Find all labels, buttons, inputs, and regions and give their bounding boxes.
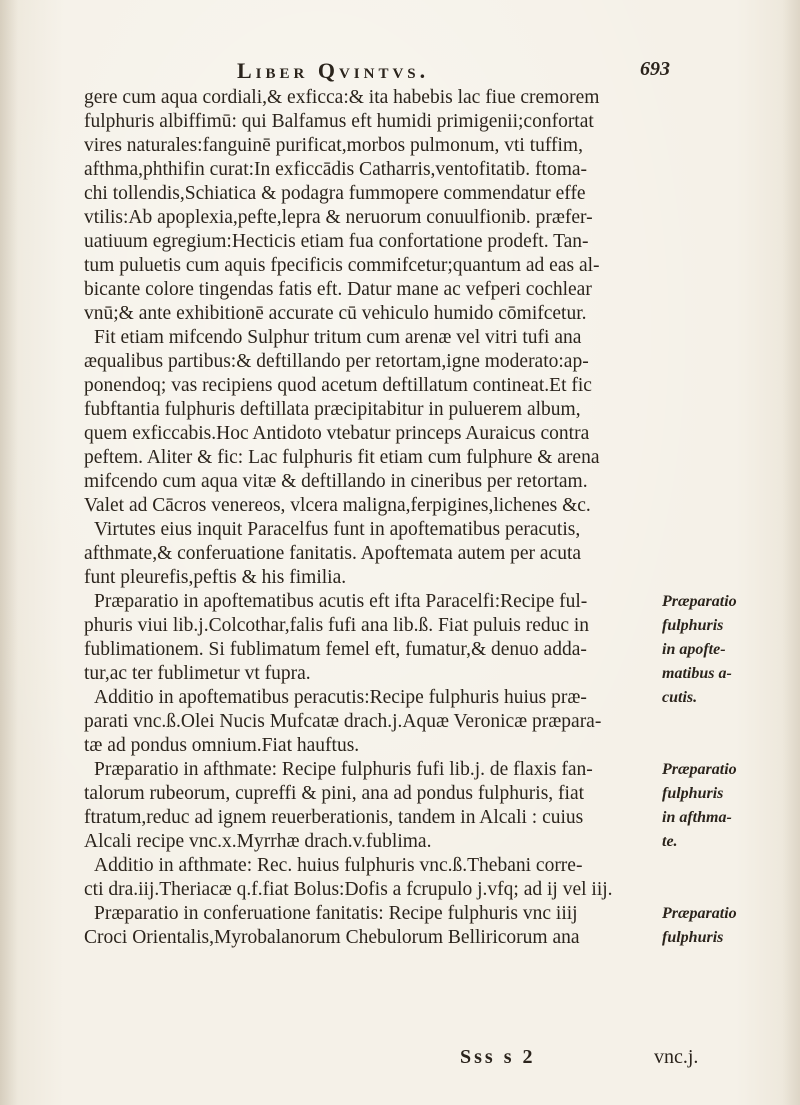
text-line: ponendoq; vas recipiens quod acetum deftillatum contineat.Et fic [84, 375, 592, 396]
text-line: parati vnc.ß.Olei Nucis Mufcatæ drach.j.Aquæ Veronicæ præpara- [84, 711, 602, 732]
text-line: mifcendo cum aqua vitæ & deftillando in cineribus per retortam. [84, 471, 588, 492]
text-line: fubftantia fulphuris deftillata præcipitabitur in puluerem album, [84, 399, 581, 420]
signature-mark: Sss s 2 [460, 1046, 536, 1068]
text-line: tur,ac ter fublimetur vt fupra. [84, 663, 311, 684]
text-line: quem exficcabis.Hoc Antidoto vtebatur princeps Auraicus contra [84, 423, 590, 444]
text-line: ftratum,reduc ad ignem reuerberationis, tandem in Alcali : cuius [84, 807, 584, 828]
margin-note: matibus a- [662, 665, 732, 682]
text-line: tum puluetis cum aquis fpecificis commifcetur;quantum ad eas al- [84, 255, 600, 276]
text-line: Præparatio in conferuatione fanitatis: Recipe fulphuris vnc iiij [94, 903, 578, 924]
text-line: Additio in afthmate: Rec. huius fulphuris vnc.ß.Thebani corre- [94, 855, 583, 876]
text-line: fublimationem. Si fublimatum femel eft, fumatur,& denuo adda- [84, 639, 587, 660]
text-line: chi tollendis,Schiatica & podagra fummopere commendatur effe [84, 183, 586, 204]
text-line: bicante colore tingendas fatis eft. Datur mane ac vefperi cochlear [84, 279, 592, 300]
text-line: æqualibus partibus:& deftillando per retortam,igne moderato:ap- [84, 351, 589, 372]
text-line: funt pleurefis,peftis & his fimilia. [84, 567, 347, 588]
margin-note: in apofte- [662, 641, 726, 658]
page-right-edge [782, 0, 800, 1105]
page-number: 693 [640, 58, 670, 80]
margin-note: te. [662, 833, 678, 850]
margin-note: fulphuris [662, 617, 724, 634]
margin-note: Præparatio [662, 593, 737, 610]
page-footer [0, 1046, 800, 1074]
text-line: peftem. Aliter & fic: Lac fulphuris fit etiam cum fulphure & arena [84, 447, 600, 468]
text-line: Fit etiam mifcendo Sulphur tritum cum arenæ vel vitri tufi ana [94, 327, 582, 348]
running-head: Liber Qvintvs. [237, 58, 430, 83]
text-line: vtilis:Ab apoplexia,pefte,lepra & neruorum conuulfionib. præfer- [84, 207, 593, 228]
text-line: cti dra.iij.Theriacæ q.f.fiat Bolus:Dofis a fcrupulo j.vfq; ad ij vel iij. [84, 879, 613, 900]
text-line: phuris viui lib.j.Colcothar,falis fufi ana lib.ß. Fiat puluis reduc in [84, 615, 590, 636]
text-line: uatiuum egregium:Hecticis etiam fua confortatione prodeft. Tan- [84, 231, 589, 252]
margin-note: in afthma- [662, 809, 732, 826]
text-line: Alcali recipe vnc.x.Myrrhæ drach.v.fublima. [84, 831, 432, 852]
text-line: fulphuris albiffimū: qui Balfamus eft humidi primigenii;confortat [84, 111, 594, 132]
text-line: Additio in apoftematibus peracutis:Recipe fulphuris huius præ- [94, 687, 587, 708]
text-line: afthmate,& conferuatione fanitatis. Apoftemata autem per acuta [84, 543, 582, 564]
text-line: Præparatio in afthmate: Recipe fulphuris fufi lib.j. de flaxis fan- [94, 759, 593, 780]
text-line: vires naturales:fanguinē purificat,morbos pulmonum, vti tuffim, [84, 135, 583, 156]
text-line: afthma,phthifin curat:In exficcādis Catharris,ventofitatib. ftoma- [84, 159, 588, 180]
margin-note: fulphuris [662, 929, 724, 946]
margin-note: Præparatio [662, 905, 737, 922]
margin-note: cutis. [662, 689, 698, 706]
text-line: Croci Orientalis,Myrobalanorum Chebulorum Belliricorum ana [84, 927, 580, 948]
text-line: talorum rubeorum, cupreffi & pini, ana ad pondus fulphuris, fiat [84, 783, 585, 804]
page-header [0, 58, 800, 88]
margin-note: fulphuris [662, 785, 724, 802]
margin-note: Præparatio [662, 761, 737, 778]
catchword: vnc.j. [654, 1046, 699, 1068]
text-line: vnū;& ante exhibitionē accurate cū vehiculo humido cōmifcetur. [84, 303, 587, 324]
text-line: Præparatio in apoftematibus acutis eft ifta Paracelfi:Recipe ful- [94, 591, 588, 612]
text-line: gere cum aqua cordiali,& exficca:& ita habebis lac fiue cremorem [84, 87, 600, 108]
page-left-edge [0, 0, 18, 1105]
text-line: tæ ad pondus omnium.Fiat hauftus. [84, 735, 360, 756]
text-line: Virtutes eius inquit Paracelfus funt in apoftematibus peracutis, [94, 519, 581, 540]
text-line: Valet ad Cācros venereos, vlcera maligna,ferpigines,lichenes &c. [84, 495, 591, 516]
